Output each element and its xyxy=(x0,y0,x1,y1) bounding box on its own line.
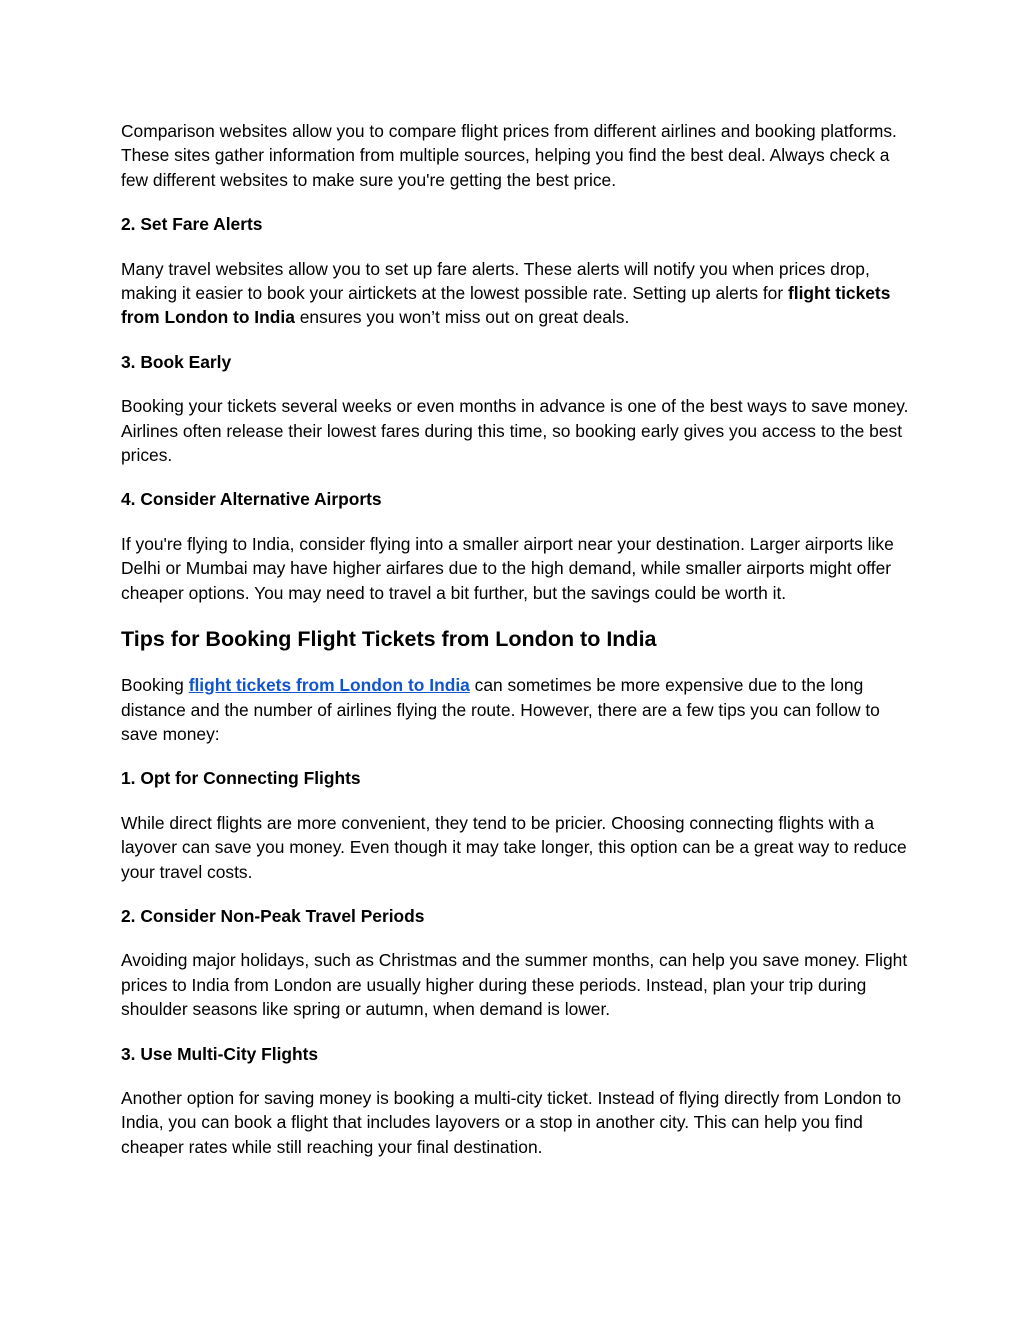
fare-alerts-bold-phrase: flight tickets from London to India xyxy=(121,283,891,328)
fare-alerts-text-after: ensures you won’t miss out on great deals. xyxy=(294,307,630,328)
non-peak-heading: 2. Consider Non-Peak Travel Periods xyxy=(121,905,425,926)
alt-airports-paragraph: If you're flying to India, consider flying into a smaller airport near your destination. Larger airports like Delhi or Mumbai may have higher airfares due to the high demand, while smaller airports might offer cheaper options. You may need to travel a bit further, but the savings could be worth it. xyxy=(121,533,894,603)
document-page xyxy=(121,119,911,1179)
fare-alerts-heading: 2. Set Fare Alerts xyxy=(121,214,263,235)
fare-alerts-paragraph xyxy=(121,257,911,330)
multi-city-paragraph: Another option for saving money is booking a multi-city ticket. Instead of flying directly from London to India, you can book a flight that includes layovers or a stop in another city. This can help you find cheaper rates while still reaching your final destination. xyxy=(121,1087,902,1157)
book-early-paragraph: Booking your tickets several weeks or even months in advance is one of the best ways to save money. Airlines often release their lowest fares during this time, so booking early gives you access to the best prices. xyxy=(121,396,909,466)
tips-section-title: Tips for Booking Flight Tickets from London to India xyxy=(121,627,657,652)
tips-intro-before: Booking xyxy=(121,675,189,696)
tips-intro-after: can sometimes be more expensive due to the long distance and the number of airlines flying the route. However, there are a few tips you can follow to save money: xyxy=(121,675,880,744)
alt-airports-heading: 4. Consider Alternative Airports xyxy=(121,489,382,510)
fare-alerts-text-before: Many travel websites allow you to set up fare alerts. These alerts will notify you when prices drop, making it easier to book your airtickets at the lowest possible rate. Setting up alerts for xyxy=(121,258,870,304)
connecting-flights-paragraph: While direct flights are more convenient, they tend to be pricier. Choosing connecting flights with a layover can save you money. Even though it may take longer, this option can be a great way to reduce your travel costs. xyxy=(121,812,907,882)
connecting-flights-heading: 1. Opt for Connecting Flights xyxy=(121,768,361,789)
book-early-heading: 3. Book Early xyxy=(121,351,232,372)
flight-tickets-link[interactable]: flight tickets from London to India xyxy=(188,675,470,696)
tips-intro-paragraph xyxy=(121,673,911,746)
multi-city-heading: 3. Use Multi-City Flights xyxy=(121,1043,319,1064)
intro-paragraph: Comparison websites allow you to compare flight prices from different airlines and booking platforms. These sites gather information from multiple sources, helping you find the best deal. Always check a few different websites to make sure you're getting the best price. xyxy=(121,121,897,190)
non-peak-paragraph: Avoiding major holidays, such as Christmas and the summer months, can help you save money. Flight prices to India from London are usually higher during these periods. Instead, plan your trip during shoulder seasons like spring or autumn, when demand is lower. xyxy=(121,950,908,1020)
